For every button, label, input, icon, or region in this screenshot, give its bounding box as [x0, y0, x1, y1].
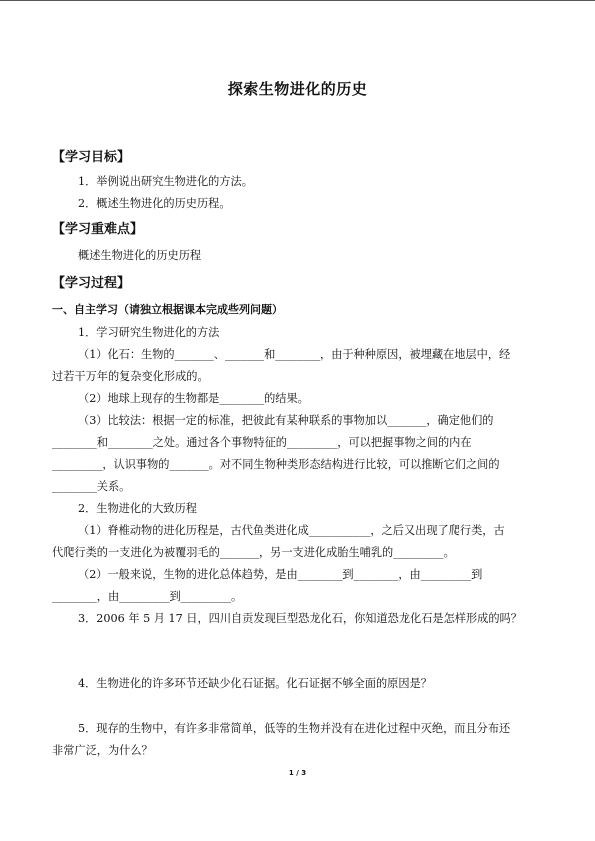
trend-line-2: ________，由_________到_________。: [52, 590, 243, 603]
key-points-text: 概述生物进化的历史历程: [78, 249, 202, 262]
goal-item-2: 2．概述生物进化的历史历程。: [78, 197, 231, 210]
fossil-line-1: （1）化石：生物的_______、_______和________，由于种种原因，被埋藏在地层中，经: [78, 348, 511, 361]
comparison-line-1: （3）比较法：根据一定的标准，把彼此有某种联系的事物加以_______，确定他们的: [78, 414, 494, 427]
section-self-study-title: 一、自主学习（请独立根据课本完成些列问题）: [52, 303, 283, 316]
existing-life-line: （2）地球上现存的生物都是________的结果。: [78, 392, 309, 405]
comparison-line-3: _________，认识事物的_______。对不同生物种类形态结构进行比较，可以推断它们之间的: [52, 458, 500, 471]
heading-key-points: 【学习重难点】: [52, 222, 144, 237]
goal-item-1: 1．举例说出研究生物进化的方法。: [78, 175, 253, 188]
trend-line-1: （2）一般来说，生物的进化总体趋势，是由________到________，由_________到: [78, 568, 483, 581]
evolution-course-subtitle: 2．生物进化的大致历程: [78, 502, 197, 515]
question-4: 4．生物进化的许多环节还缺少化石证据。化石证据不够全面的原因是？: [78, 677, 432, 690]
page-number: 1 / 3: [288, 769, 307, 777]
vertebrate-line-1: （1）脊椎动物的进化历程是，古代鱼类进化成___________，之后又出现了爬行类，古: [78, 524, 505, 537]
fossil-line-2: 过若干万年的复杂变化形成的。: [52, 370, 209, 383]
page-title: 探索生物进化的历史: [227, 80, 368, 98]
vertebrate-line-2: 代爬行类的一支进化为被覆羽毛的_______，另一支进化成胎生哺乳的_________。: [52, 546, 455, 559]
question-5-line-1: 5．现存的生物中，有许多非常简单，低等的生物并没有在进化过程中灭绝，而且分布还: [78, 722, 511, 735]
question-3: 3．2006 年 5 月 17 日，四川自贡发现巨型恐龙化石，你知道恐龙化石是怎样形成的吗？: [78, 612, 522, 625]
heading-learning-goals: 【学习目标】: [52, 150, 131, 165]
comparison-line-2: ________和________之处。通过各个事物特征的_________，可以把握事物之间的内在: [52, 436, 472, 449]
comparison-line-4: ________关系。: [52, 480, 131, 493]
method-subtitle: 1．学习研究生物进化的方法: [78, 326, 220, 339]
top-border-line: [0, 0, 595, 1]
heading-learning-process: 【学习过程】: [52, 276, 131, 291]
question-5-line-2: 非常广泛，为什么？: [52, 744, 153, 757]
